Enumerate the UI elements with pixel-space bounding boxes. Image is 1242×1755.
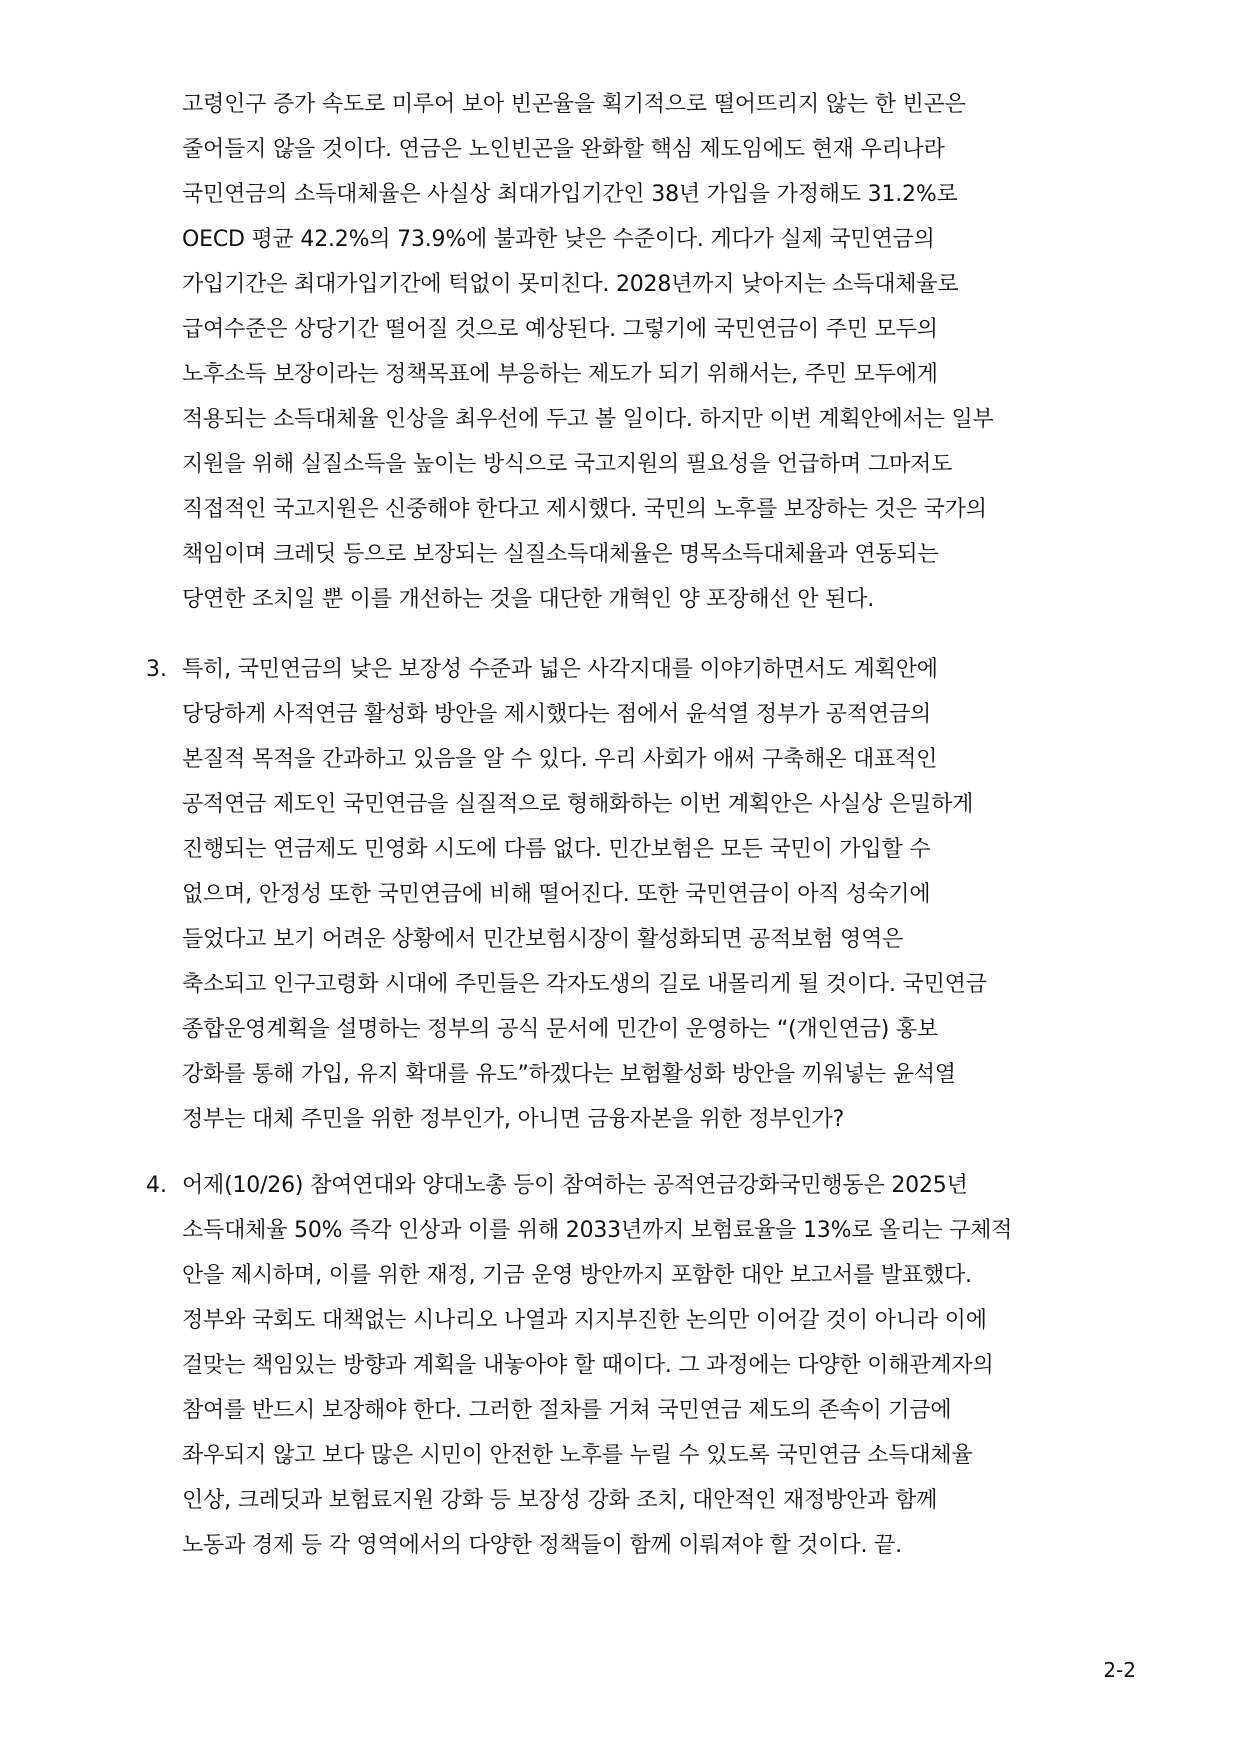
text-line: OECD 평균 42.2%의 73.9%에 불과한 낮은 수준이다. 게다가 실제 국민연금의 [182, 227, 935, 252]
list-number: 3. [146, 657, 167, 682]
text-line: 급여수준은 상당기간 떨어질 것으로 예상된다. 그렇기에 국민연금이 주민 모두의 [182, 317, 938, 342]
text-line: 정부는 대체 주민을 위한 정부인가, 아니면 금융자본을 위한 정부인가? [182, 1107, 845, 1132]
paragraph-3 [146, 647, 1142, 1142]
text-line: 당연한 조치일 뿐 이를 개선하는 것을 대단한 개혁인 양 포장해선 안 된다. [182, 587, 875, 612]
text-line: 줄어들지 않을 것이다. 연금은 노인빈곤을 완화할 핵심 제도임에도 현재 우리나라 [182, 137, 945, 162]
text-line: 소득대체율 50% 즉각 인상과 이를 위해 2033년까지 보험료율을 13%로 올리는 구체적 [182, 1218, 1013, 1243]
text-line: 강화를 통해 가입, 유지 확대를 유도”하겠다는 보험활성화 방안을 끼워넣는 윤석열 [182, 1062, 956, 1087]
text-line: 진행되는 연금제도 민영화 시도에 다름 없다. 민간보험은 모든 국민이 가입할 수 [182, 837, 931, 862]
paragraph-continued [182, 82, 1142, 622]
text-line: 노후소득 보장이라는 정책목표에 부응하는 제도가 되기 위해서는, 주민 모두에게 [182, 362, 938, 387]
text-line: 국민연금의 소득대체율은 사실상 최대가입기간인 38년 가입을 가정해도 31.2%로 [182, 182, 958, 207]
text-line: 책임이며 크레딧 등으로 보장되는 실질소득대체율은 명목소득대체율과 연동되는 [182, 542, 939, 567]
text-line: 고령인구 증가 속도로 미루어 보아 빈곤율을 획기적으로 떨어뜨리지 않는 한 빈곤은 [182, 92, 966, 117]
text-line: 없으며, 안정성 또한 국민연금에 비해 떨어진다. 또한 국민연금이 아직 성숙기에 [182, 882, 931, 907]
text-line: 공적연금 제도인 국민연금을 실질적으로 형해화하는 이번 계획안은 사실상 은밀하게 [182, 792, 974, 817]
text-line: 지원을 위해 실질소득을 높이는 방식으로 국고지원의 필요성을 언급하며 그마저도 [182, 452, 953, 477]
text-line: 적용되는 소득대체율 인상을 최우선에 두고 볼 일이다. 하지만 이번 계획안에서는 일부 [182, 407, 994, 432]
text-line: 직접적인 국고지원은 신중해야 한다고 제시했다. 국민의 노후를 보장하는 것은 국가의 [182, 497, 987, 522]
text-line: 종합운영계획을 설명하는 정부의 공식 문서에 민간이 운영하는 “(개인연금) 홍보 [182, 1017, 938, 1042]
text-line: 당당하게 사적연금 활성화 방안을 제시했다는 점에서 윤석열 정부가 공적연금의 [182, 702, 932, 727]
text-line: 걸맞는 책임있는 방향과 계획을 내놓아야 할 때이다. 그 과정에는 다양한 이해관계자의 [182, 1353, 994, 1378]
text-line: 들었다고 보기 어려운 상황에서 민간보험시장이 활성화되면 공적보험 영역은 [182, 927, 904, 952]
text-line: 정부와 국회도 대책없는 시나리오 나열과 지지부진한 논의만 이어갈 것이 아니라 이에 [182, 1308, 987, 1333]
text-line: 본질적 목적을 간과하고 있음을 알 수 있다. 우리 사회가 애써 구축해온 대표적인 [182, 747, 938, 772]
text-line: 가입기간은 최대가입기간에 턱없이 못미친다. 2028년까지 낮아지는 소득대체율로 [182, 272, 959, 297]
text-line: 인상, 크레딧과 보험료지원 강화 등 보장성 강화 조치, 대안적인 재정방안과 함께 [182, 1488, 938, 1513]
page-number: 2-2 [1103, 1658, 1136, 1682]
list-number: 4. [146, 1173, 167, 1198]
text-line: 축소되고 인구고령화 시대에 주민들은 각자도생의 길로 내몰리게 될 것이다. 국민연금 [182, 972, 987, 997]
text-line: 참여를 반드시 보장해야 한다. 그러한 절차를 거쳐 국민연금 제도의 존속이 기금에 [182, 1398, 952, 1423]
paragraph-4 [146, 1163, 1142, 1568]
text-line: 좌우되지 않고 보다 많은 시민이 안전한 노후를 누릴 수 있도록 국민연금 소득대체율 [182, 1443, 973, 1468]
text-line: 어제(10/26) 참여연대와 양대노총 등이 참여하는 공적연금강화국민행동은 2025년 [182, 1173, 968, 1198]
text-line: 안을 제시하며, 이를 위한 재정, 기금 운영 방안까지 포함한 대안 보고서를 발표했다. [182, 1263, 972, 1288]
text-line: 노동과 경제 등 각 영역에서의 다양한 정책들이 함께 이뤄져야 할 것이다. 끝. [182, 1533, 902, 1558]
text-line: 특히, 국민연금의 낮은 보장성 수준과 넓은 사각지대를 이야기하면서도 계획안에 [182, 657, 938, 682]
